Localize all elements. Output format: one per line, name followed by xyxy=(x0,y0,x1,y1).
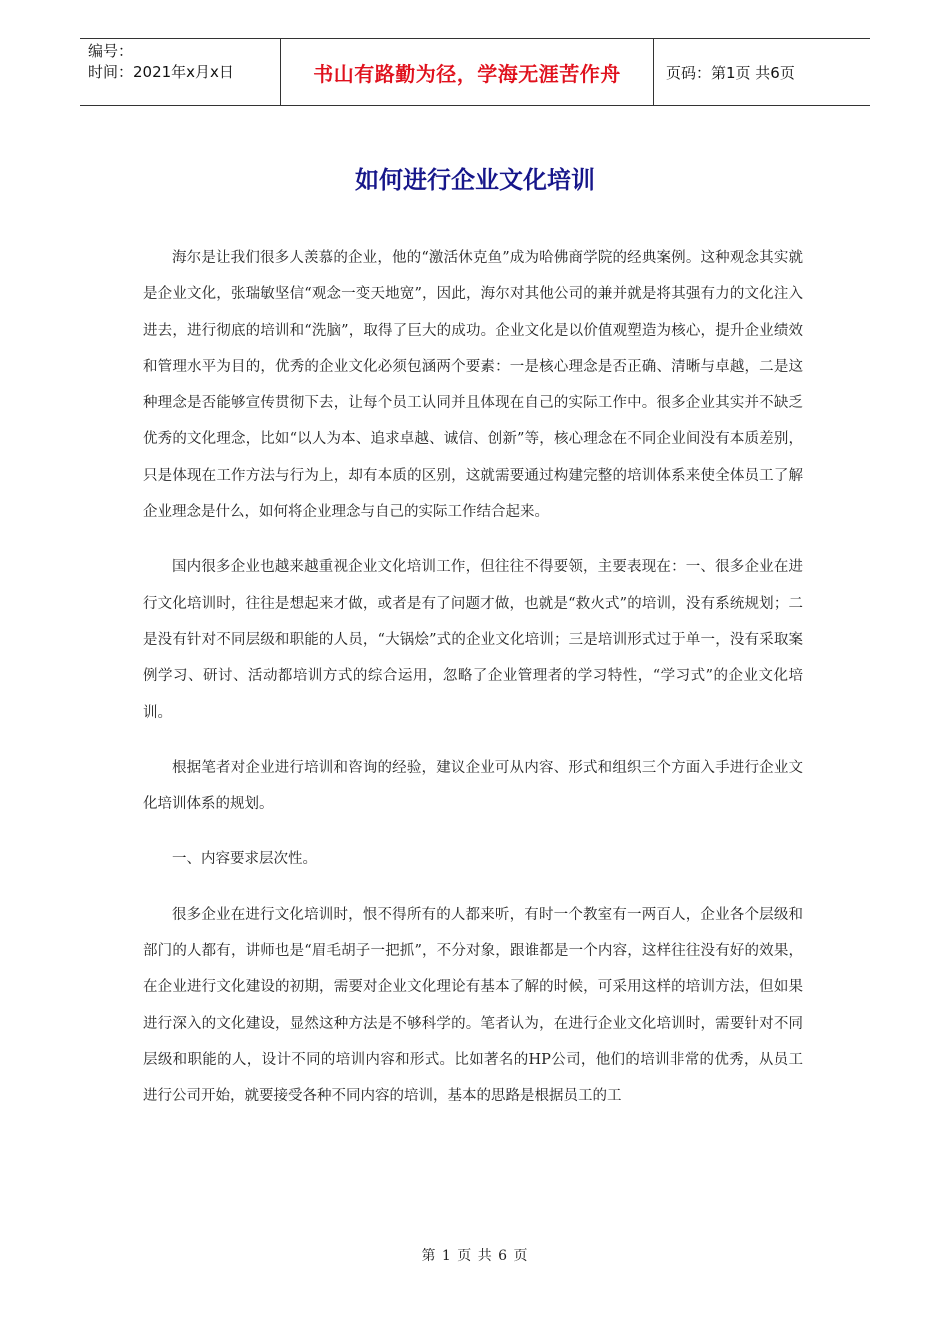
body-paragraph: 根据笔者对企业进行培训和咨询的经验，建议企业可从内容、形式和组织三个方面入手进行企业文化培训体系的规划。 xyxy=(143,759,803,813)
document-header xyxy=(80,38,870,106)
header-motto: 书山有路勤为径，学海无涯苦作舟 xyxy=(280,39,654,105)
body-paragraph: 国内很多企业也越来越重视企业文化培训工作，但往往不得要领，主要表现在：一、很多企业在进行文化培训时，往往是想起来才做，或者是有了问题才做，也就是“救火式”的培训，没有系统规划；二是没有针对不同层级和职能的人员，“大锅烩”式的企业文化培训；三是培训形式过于单一，没有采取案例学习、研讨、活动都培训方式的综合运用，忽略了企业管理者的学习特性，“学习式”的企业文化培训。 xyxy=(143,559,803,721)
section-heading: 一、内容要求层次性。 xyxy=(172,851,317,868)
header-page-code: 页码：第1页 共6页 xyxy=(666,63,795,82)
body-paragraph: 海尔是让我们很多人羡慕的企业，他的“激活休克鱼”成为哈佛商学院的经典案例。这种观念其实就是企业文化，张瑞敏坚信“观念一变天地宽”，因此，海尔对其他公司的兼并就是将其强有力的文化注入进去，进行彻底的培训和“洗脑”，取得了巨大的成功。企业文化是以价值观塑造为核心，提升企业绩效和管理水平为目的，优秀的企业文化必须包涵两个要素：一是核心理念是否正确、清晰与卓越，二是这种理念是否能够宣传贯彻下去，让每个员工认同并且体现在自己的实际工作中。很多企业其实并不缺乏优秀的文化理念，比如“以人为本、追求卓越、诚信、创新”等，核心理念在不同企业间没有本质差别，只是体现在工作方法与行为上，却有本质的区别，这就需要通过构建完整的培训体系来使全体员工了解企业理念是什么，如何将企业理念与自己的实际工作结合起来。 xyxy=(143,250,803,521)
document-body xyxy=(143,240,803,1115)
document-number-label: 编号： xyxy=(88,42,134,60)
body-paragraph: 很多企业在进行文化培训时，恨不得所有的人都来听，有时一个教室有一两百人，企业各个层级和部门的人都有，讲师也是“眉毛胡子一把抓”，不分对象，跟谁都是一个内容，这样往往没有好的效果，在企业进行文化建设的初期，需要对企业文化理论有基本了解的时候，可采用这样的培训方法，但如果进行深入的文化建设，显然这种方法是不够科学的。笔者认为，在进行企业文化培训时，需要针对不同层级和职能的人，设计不同的培训内容和形式。比如著名的HP公司，他们的培训非常的优秀，从员工进行公司开始，就要接受各种不同内容的培训，基本的思路是根据员工的工 xyxy=(143,906,803,1105)
document-title: 如何进行企业文化培训 xyxy=(355,165,595,194)
document-date: 时间：2021年x月x日 xyxy=(88,63,234,81)
page-footer: 第 1 页 共 6 页 xyxy=(421,1248,529,1264)
header-meta xyxy=(80,39,280,105)
